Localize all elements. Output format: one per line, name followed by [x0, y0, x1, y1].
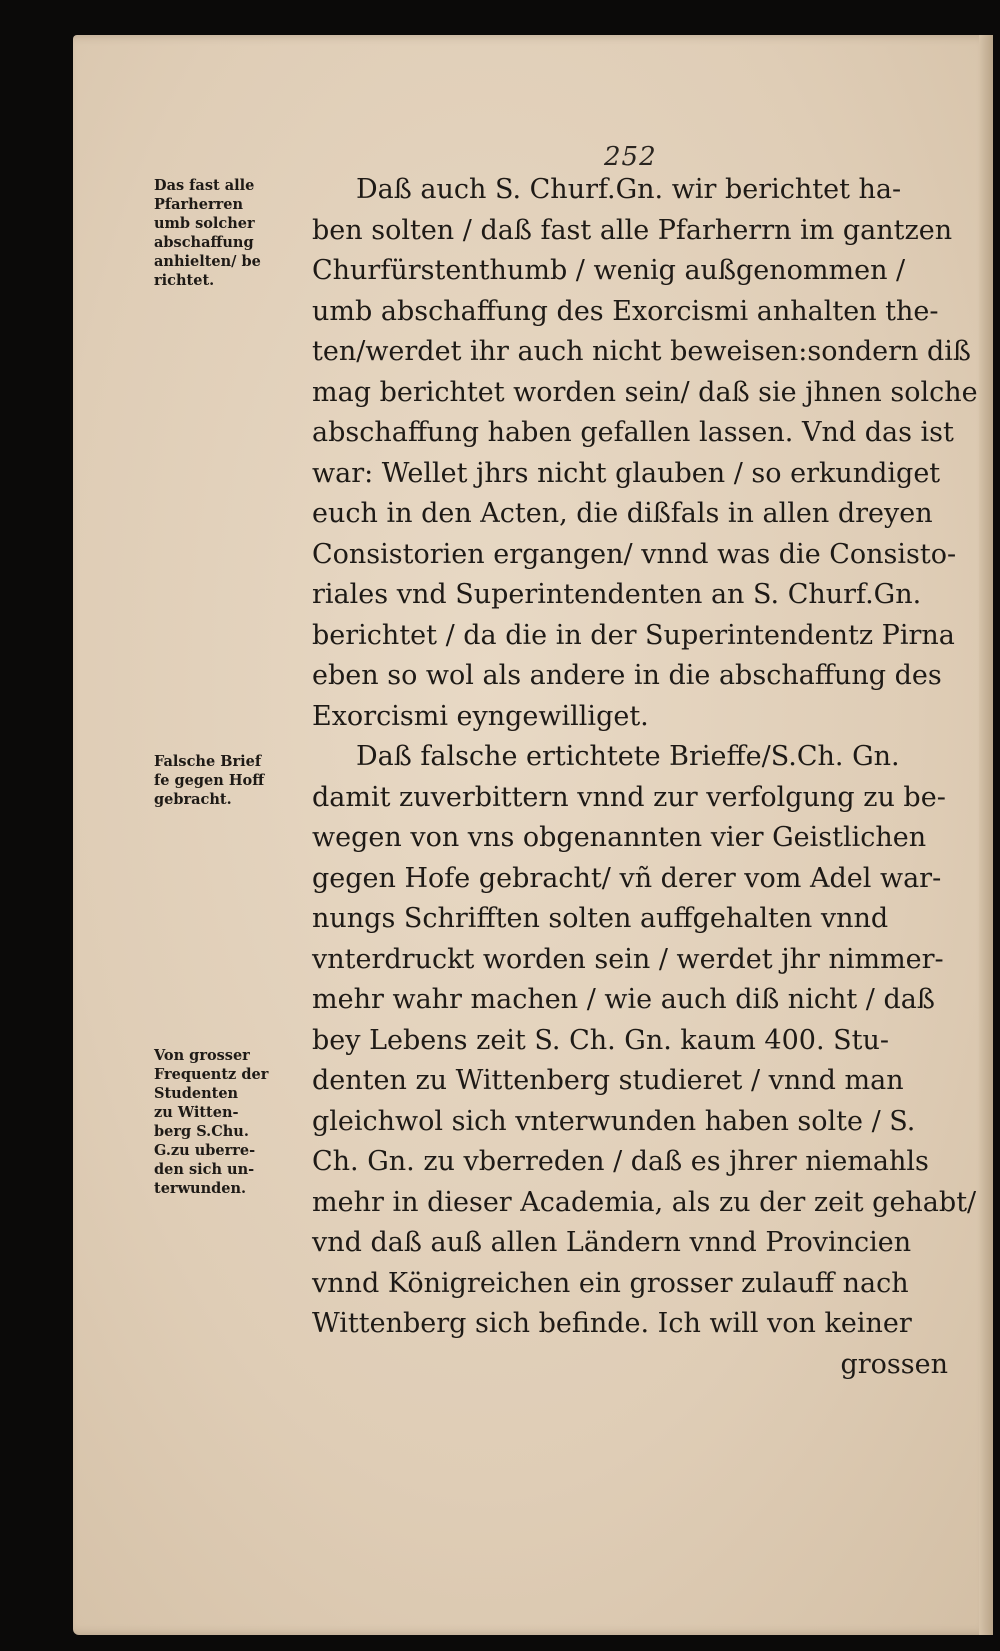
text-line: gegen Hofe gebracht/ vñ derer vom Adel war- — [312, 862, 942, 894]
margin-note-line: zu Witten- — [154, 1104, 239, 1121]
text-line: Consistorien ergangen/ vnnd was die Consisto- — [312, 538, 957, 570]
text-line: wegen von vns obgenannten vier Geistlichen — [312, 822, 927, 853]
margin-note-line: Studenten — [154, 1085, 239, 1102]
margin-note-line: terwunden. — [154, 1180, 247, 1197]
text-line: umb abschaffung des Exorcismi anhalten the- — [312, 295, 939, 327]
text-line: Wittenberg sich befinde. Ich will von keiner — [312, 1308, 912, 1339]
text-line: mehr in dieser Academia, als zu der zeit gehabt/ — [312, 1186, 977, 1218]
page-number: 252 — [604, 142, 657, 172]
text-line: war: Wellet jhrs nicht glauben / so erkundiget — [312, 457, 941, 489]
margin-note-line: Pfarherren — [154, 196, 243, 213]
margin-note-frequentz — [154, 1046, 304, 1198]
text-line: berichtet / da die in der Superintendentz Pirna — [312, 619, 955, 651]
text-line: vnd daß auß allen Ländern vnnd Provincien — [312, 1227, 912, 1258]
margin-note-line: fe gegen Hoff — [154, 772, 265, 789]
margin-note-pfarherren — [154, 176, 304, 290]
page-edge — [979, 35, 993, 1635]
text-line: gleichwol sich vnterwunden haben solte / S. — [312, 1105, 916, 1137]
margin-note-line: Von grosser — [154, 1047, 250, 1064]
text-line: riales vnd Superintendenten an S. Churf.Gn. — [312, 579, 922, 610]
text-line: nungs Schrifften solten auffgehalten vnnd — [312, 903, 889, 934]
margin-note-line: abschaffung — [154, 234, 254, 251]
text-line: denten zu Wittenberg studieret / vnnd man — [312, 1065, 904, 1096]
margin-note-line: richtet. — [154, 272, 215, 289]
catchword: grossen — [840, 1348, 948, 1380]
text-line: mag berichtet worden sein/ daß sie jhnen solche — [312, 376, 978, 408]
text-line: abschaffung haben gefallen lassen. Vnd das ist — [312, 417, 954, 448]
text-line: Exorcismi eyngewilliget. — [312, 700, 649, 732]
text-line: vnterdruckt worden sein / werdet jhr nimmer- — [312, 943, 944, 975]
text-line: Daß falsche ertichtete Brieffe/S.Ch. Gn. — [356, 741, 900, 772]
text-line: ten/werdet ihr auch nicht beweisen:sondern diß — [312, 336, 971, 367]
margin-note-line: umb solcher — [154, 215, 255, 232]
text-line: damit zuverbittern vnnd zur verfolgung zu be- — [312, 781, 946, 813]
margin-note-line: Falsche Brief — [154, 753, 262, 770]
text-line: Ch. Gn. zu vberreden / daß es jhrer niemahls — [312, 1146, 929, 1177]
text-line: vnnd Königreichen ein grosser zulauff nach — [312, 1267, 909, 1299]
text-line: Churfürstenthumb / wenig außgenommen / — [312, 255, 906, 286]
text-line: ben solten / daß fast alle Pfarherrn im gantzen — [312, 214, 953, 246]
margin-note-line: Frequentz der — [154, 1066, 269, 1083]
text-line: Daß auch S. Churf.Gn. wir berichtet ha- — [356, 174, 902, 205]
margin-note-falsche-brief — [154, 752, 304, 809]
margin-note-line: gebracht. — [154, 791, 232, 808]
margin-note-line: den sich un- — [154, 1161, 255, 1178]
margin-note-line: G.zu uberre- — [154, 1142, 256, 1159]
text-line: euch in den Acten, die dißfals in allen dreyen — [312, 498, 933, 529]
margin-note-line: Das fast alle — [154, 177, 255, 194]
margin-note-line: berg S.Chu. — [154, 1123, 249, 1140]
text-line: eben so wol als andere in die abschaffung des — [312, 660, 942, 691]
text-line: bey Lebens zeit S. Ch. Gn. kaum 400. Stu- — [312, 1024, 889, 1056]
margin-note-line: anhielten/ be — [154, 253, 261, 270]
text-line: mehr wahr machen / wie auch diß nicht / daß — [312, 984, 935, 1015]
main-text-block — [312, 170, 978, 1385]
